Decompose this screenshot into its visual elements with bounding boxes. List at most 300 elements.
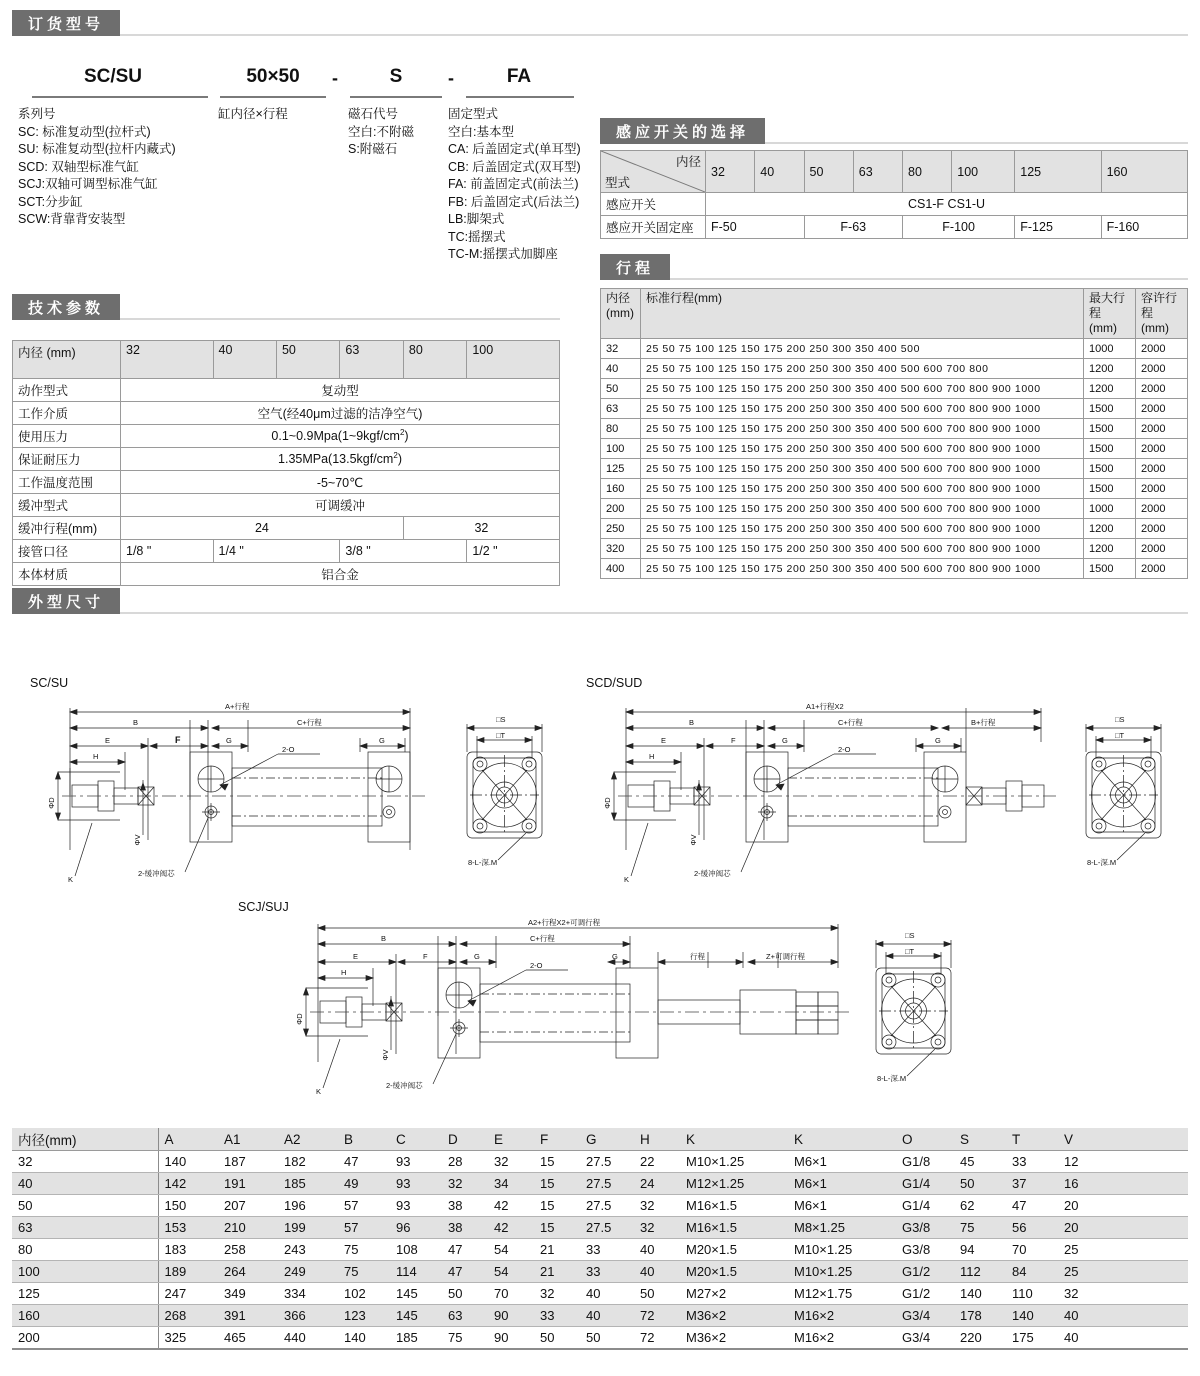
tech-row-value: $0.1\sim 0.9Mpa(1\sim 9kgf/cm^2)$ (121, 425, 560, 448)
dim-label-square-s: □S (496, 715, 506, 724)
dim-label-bolt: 8-L-深.M (1087, 858, 1117, 867)
table-row (601, 459, 1188, 479)
legend-mount-item-5: LB:脚架式 (448, 212, 505, 226)
dim-cell-v: 40 (1058, 1327, 1188, 1349)
stroke-bore: 250 (601, 519, 641, 539)
table-row (13, 517, 560, 540)
stroke-allow: 2000 (1136, 519, 1188, 539)
table-row (12, 1173, 1188, 1195)
legend-series-item-1: SU: 标准复动型(拉杆内藏式) (18, 142, 176, 156)
dim-cell-a1: 264 (218, 1261, 278, 1283)
stroke-max: 1500 (1084, 459, 1136, 479)
dim-label-a-stroke: A+行程 (225, 702, 250, 711)
stroke-standard: 25 50 75 100 125 150 175 200 250 300 350 400 500 600 700 800 (641, 359, 1084, 379)
dim-header-t: T (1006, 1128, 1058, 1151)
stroke-allow: 2000 (1136, 559, 1188, 579)
sensor-bracket-f125: F-125 (1015, 216, 1101, 239)
dim-label-stroke: 行程 (690, 952, 705, 961)
table-row (601, 216, 1188, 239)
stroke-max: 1500 (1084, 559, 1136, 579)
dim-cell-c: 93 (390, 1151, 442, 1173)
dim-cell-e: 70 (488, 1283, 534, 1305)
legend-bore-title: 缸内径×行程 (218, 107, 288, 121)
table-row (13, 540, 560, 563)
legend-series-item-0: SC: 标准复动型(拉杆式) (18, 124, 151, 139)
table-row (601, 499, 1188, 519)
dim-label-phi-d: ΦD (603, 797, 612, 809)
dim-cell-a1: 187 (218, 1151, 278, 1173)
dim-label-b: B (381, 934, 387, 943)
dim-cell-a: 140 (158, 1151, 218, 1173)
dim-cell-k1: M16×1.5 (680, 1195, 788, 1217)
dim-cell-a: 142 (158, 1173, 218, 1195)
dim-label-square-t: □T (496, 731, 506, 740)
dim-label-phi-v: ΦV (381, 1049, 390, 1061)
dim-label-k: K (316, 1087, 322, 1096)
dim-cell-a2: 182 (278, 1151, 338, 1173)
dim-cell-f: 21 (534, 1239, 580, 1261)
dim-cell-o: G1/4 (896, 1173, 954, 1195)
dim-label-e: E (353, 952, 359, 961)
tech-cushion-v1: 24 (121, 517, 404, 540)
dim-cell-h: 72 (634, 1305, 680, 1327)
stroke-standard: 25 50 75 100 125 150 175 200 250 300 350 400 500 600 700 800 900 1000 (641, 379, 1084, 399)
table-row (12, 1283, 1188, 1305)
dim-header-v: V (1058, 1128, 1188, 1151)
stroke-allow: 2000 (1136, 359, 1188, 379)
dim-cell-bore: 50 (12, 1195, 158, 1217)
code-dash-2: - (448, 68, 454, 88)
tech-bore-label: 内径 (mm) (13, 341, 121, 379)
tech-row-value: $1.35MPa(13.5kgf/cm^2)$ (121, 448, 560, 471)
dim-cell-t: 110 (1006, 1283, 1058, 1305)
stroke-allow: 2000 (1136, 459, 1188, 479)
dim-cell-k2: M6×1 (788, 1151, 896, 1173)
dim-cell-h: 32 (634, 1217, 680, 1239)
dim-cell-f: 33 (534, 1305, 580, 1327)
dim-cell-a1: 207 (218, 1195, 278, 1217)
table-row (13, 425, 560, 448)
tech-row-label: 保证耐压力 (13, 448, 121, 471)
stroke-bore: 320 (601, 539, 641, 559)
dim-cell-c: 114 (390, 1261, 442, 1283)
dim-cell-k2: M16×2 (788, 1305, 896, 1327)
dim-label-f: F (731, 736, 736, 745)
dim-cell-k1: M20×1.5 (680, 1239, 788, 1261)
dim-cell-k2: M6×1 (788, 1173, 896, 1195)
dim-label-z-adjust: Z+可调行程 (766, 952, 805, 961)
dim-cell-a: 268 (158, 1305, 218, 1327)
dim-cell-k2: M8×1.25 (788, 1217, 896, 1239)
tech-row-value: -5~70℃ (121, 471, 560, 494)
sensor-bracket-label: 感应开关固定座 (601, 216, 706, 239)
drawing-scd-sud (586, 690, 1186, 890)
stroke-header-standard: 标准行程(mm) (641, 289, 1084, 339)
tech-bore-50: 50 (276, 341, 339, 379)
code-underline-magnet (350, 96, 442, 98)
dim-label-g: G (782, 736, 788, 745)
stroke-header-allow-l2: (mm) (1141, 321, 1169, 335)
stroke-header-max-l2: (mm) (1089, 321, 1117, 335)
tech-material-value: 铝合金 (121, 563, 560, 586)
dim-header-b: B (338, 1128, 390, 1151)
dim-cell-f: 15 (534, 1217, 580, 1239)
stroke-table (600, 288, 1188, 579)
code-dash-1: - (332, 68, 338, 88)
dim-cell-a1: 349 (218, 1283, 278, 1305)
dim-cell-bore: 40 (12, 1173, 158, 1195)
tech-port-label: 接管口径 (13, 540, 121, 563)
dim-cell-g: 27.5 (580, 1217, 634, 1239)
dim-label-c-stroke: C+行程 (530, 934, 555, 943)
stroke-header-allow (1136, 289, 1188, 339)
tech-cushion-v2: 32 (403, 517, 559, 540)
legend-bore-stroke (218, 106, 288, 124)
drawing-title-scd-sud: SCD/SUD (586, 676, 643, 690)
dim-header-s: S (954, 1128, 1006, 1151)
table-row (13, 402, 560, 425)
dim-cell-a: 325 (158, 1327, 218, 1349)
table-row (12, 1261, 1188, 1283)
tech-material-label: 本体材质 (13, 563, 121, 586)
diagonal-header-cell (601, 151, 706, 193)
dim-cell-b: 49 (338, 1173, 390, 1195)
dim-cell-c: 93 (390, 1195, 442, 1217)
tech-row-label: 工作温度范围 (13, 471, 121, 494)
stroke-standard: 25 50 75 100 125 150 175 200 250 300 350 400 500 600 700 800 900 1000 (641, 499, 1084, 519)
legend-series-item-3: SCJ:双轴可调型标准气缸 (18, 177, 158, 191)
stroke-bore: 100 (601, 439, 641, 459)
legend-mount-title: 固定型式 (448, 107, 499, 121)
stroke-bore: 200 (601, 499, 641, 519)
dim-label-g2: G (612, 952, 618, 961)
dim-cell-e: 42 (488, 1217, 534, 1239)
stroke-bore: 80 (601, 419, 641, 439)
dim-cell-b: 57 (338, 1195, 390, 1217)
legend-mount-item-6: TC:摇摆式 (448, 229, 506, 244)
tech-row-label: 动作型式 (13, 379, 121, 402)
legend-magnet-item-1: S:附磁石 (348, 142, 398, 156)
dim-header-h: H (634, 1128, 680, 1151)
dim-cell-h: 22 (634, 1151, 680, 1173)
dim-label-k: K (624, 875, 630, 884)
dim-label-g2: G (379, 736, 385, 745)
dim-cell-c: 145 (390, 1283, 442, 1305)
legend-series-item-2: SCD: 双轴型标准气缸 (18, 159, 139, 174)
dim-cell-a: 189 (158, 1261, 218, 1283)
dim-header-c: C (390, 1128, 442, 1151)
section-title-dimensions: 外型尺寸 (12, 588, 120, 614)
dim-label-c-stroke: C+行程 (297, 718, 322, 727)
dim-cell-v: 20 (1058, 1217, 1188, 1239)
stroke-allow: 2000 (1136, 399, 1188, 419)
table-row (601, 559, 1188, 579)
tech-port-v1: 1/8 " (121, 540, 214, 563)
table-row (13, 379, 560, 402)
dim-cell-f: 15 (534, 1173, 580, 1195)
dim-cell-d: 32 (442, 1173, 488, 1195)
drawing-sc-su (30, 690, 550, 890)
dim-cell-t: 140 (1006, 1305, 1058, 1327)
dim-label-square-t: □T (1115, 731, 1125, 740)
legend-magnet-title: 磁石代号 (348, 107, 399, 121)
table-row (12, 1239, 1188, 1261)
dim-cell-s: 50 (954, 1173, 1006, 1195)
dim-cell-k2: M10×1.25 (788, 1261, 896, 1283)
stroke-standard: 25 50 75 100 125 150 175 200 250 300 350 400 500 600 700 800 900 1000 (641, 519, 1084, 539)
dim-label-cushion: 2-缓冲阀芯 (386, 1081, 423, 1090)
header-rule (765, 142, 1188, 144)
dim-label-f: F (423, 952, 428, 961)
stroke-bore: 32 (601, 339, 641, 359)
dim-cell-h: 40 (634, 1239, 680, 1261)
stroke-max: 1200 (1084, 539, 1136, 559)
table-row (601, 339, 1188, 359)
dim-cell-bore: 63 (12, 1217, 158, 1239)
tech-row-value: 空气(经40μm过滤的洁净空气) (121, 402, 560, 425)
tech-bore-80: 80 (403, 341, 466, 379)
dim-label-a1-stroke-x2: A1+行程X2 (806, 702, 844, 711)
sensor-bracket-f100: F-100 (903, 216, 1015, 239)
dim-cell-b: 140 (338, 1327, 390, 1349)
tech-bore-40: 40 (213, 341, 276, 379)
dim-cell-h: 24 (634, 1173, 680, 1195)
dim-label-f: F (175, 735, 181, 745)
dim-label-2-o: 2-O (838, 745, 851, 754)
dim-cell-e: 54 (488, 1239, 534, 1261)
tech-port-v3: 3/8 " (340, 540, 467, 563)
dim-cell-b: 47 (338, 1151, 390, 1173)
dim-cell-o: G1/4 (896, 1195, 954, 1217)
header-rule (120, 318, 560, 320)
dim-label-e: E (661, 736, 667, 745)
dim-cell-b: 75 (338, 1261, 390, 1283)
dim-label-b: B (133, 718, 139, 727)
dim-cell-t: 84 (1006, 1261, 1058, 1283)
dim-cell-s: 220 (954, 1327, 1006, 1349)
dim-cell-e: 42 (488, 1195, 534, 1217)
dim-cell-o: G1/2 (896, 1283, 954, 1305)
sensor-bracket-f160: F-160 (1101, 216, 1187, 239)
dim-cell-k1: M12×1.25 (680, 1173, 788, 1195)
dim-cell-o: G3/4 (896, 1305, 954, 1327)
header-rule (120, 612, 1188, 614)
sensor-bore-63: 63 (853, 151, 902, 193)
tech-bore-32: 32 (121, 341, 214, 379)
dim-cell-a2: 185 (278, 1173, 338, 1195)
dim-cell-t: 47 (1006, 1195, 1058, 1217)
dim-header-o: O (896, 1128, 954, 1151)
dim-cell-o: G3/8 (896, 1217, 954, 1239)
dim-cell-d: 38 (442, 1217, 488, 1239)
stroke-bore: 50 (601, 379, 641, 399)
dim-cell-e: 90 (488, 1327, 534, 1349)
dim-cell-t: 56 (1006, 1217, 1058, 1239)
stroke-max: 1200 (1084, 359, 1136, 379)
sensor-bore-125: 125 (1015, 151, 1101, 193)
dim-label-phi-d: ΦD (295, 1013, 304, 1025)
dim-cell-o: G3/8 (896, 1239, 954, 1261)
dim-cell-v: 40 (1058, 1305, 1188, 1327)
table-row (601, 539, 1188, 559)
stroke-standard: 25 50 75 100 125 150 175 200 250 300 350 400 500 600 700 800 900 1000 (641, 539, 1084, 559)
dim-cell-d: 75 (442, 1327, 488, 1349)
drawing-title-scj-suj: SCJ/SUJ (238, 900, 289, 914)
dim-cell-e: 54 (488, 1261, 534, 1283)
legend-mount-item-2: CB: 后盖固定式(双耳型) (448, 159, 581, 174)
legend-mount-item-3: FA: 前盖固定式(前法兰) (448, 177, 579, 191)
dim-label-bolt: 8-L-深.M (877, 1074, 907, 1083)
sensor-switch-value: CS1-F CS1-U (706, 193, 1188, 216)
table-row (601, 399, 1188, 419)
dim-cell-v: 20 (1058, 1195, 1188, 1217)
dim-label-a2-total: A2+行程X2+可调行程 (528, 918, 601, 927)
stroke-max: 1500 (1084, 419, 1136, 439)
dim-cell-c: 145 (390, 1305, 442, 1327)
code-underline-series (32, 96, 208, 98)
dimension-table (12, 1128, 1188, 1350)
sensor-bore-50: 50 (804, 151, 853, 193)
legend-magnet (348, 106, 414, 159)
table-row (601, 479, 1188, 499)
dim-label-b-stroke: B+行程 (971, 718, 996, 727)
dim-label-phi-v: ΦV (689, 834, 698, 846)
table-row (12, 1327, 1188, 1349)
dim-cell-c: 96 (390, 1217, 442, 1239)
tech-row-label: 使用压力 (13, 425, 121, 448)
dim-cell-d: 38 (442, 1195, 488, 1217)
stroke-allow: 2000 (1136, 479, 1188, 499)
legend-series-title: 系列号 (18, 107, 56, 121)
dim-cell-a2: 440 (278, 1327, 338, 1349)
dim-label-k: K (68, 875, 74, 884)
dim-cell-f: 50 (534, 1327, 580, 1349)
stroke-max: 1200 (1084, 519, 1136, 539)
dim-cell-d: 47 (442, 1261, 488, 1283)
stroke-header-bore-l1: 内径 (606, 291, 631, 305)
dim-header-k2: K (788, 1128, 896, 1151)
dim-cell-s: 45 (954, 1151, 1006, 1173)
dim-cell-b: 57 (338, 1217, 390, 1239)
dim-cell-a: 153 (158, 1217, 218, 1239)
stroke-allow: 2000 (1136, 379, 1188, 399)
dim-cell-g: 40 (580, 1305, 634, 1327)
dim-cell-a2: 249 (278, 1261, 338, 1283)
stroke-allow: 2000 (1136, 499, 1188, 519)
dim-cell-bore: 125 (12, 1283, 158, 1305)
legend-mount (448, 106, 581, 264)
table-row (13, 471, 560, 494)
sensor-bracket-f50: F-50 (706, 216, 805, 239)
stroke-bore: 40 (601, 359, 641, 379)
dim-cell-g: 27.5 (580, 1195, 634, 1217)
dim-cell-k2: M6×1 (788, 1195, 896, 1217)
dim-cell-a1: 258 (218, 1239, 278, 1261)
dim-label-e: E (105, 736, 111, 745)
stroke-max: 1500 (1084, 439, 1136, 459)
dim-cell-g: 33 (580, 1239, 634, 1261)
dim-cell-v: 32 (1058, 1283, 1188, 1305)
stroke-bore: 400 (601, 559, 641, 579)
stroke-standard: 25 50 75 100 125 150 175 200 250 300 350 400 500 600 700 800 900 1000 (641, 479, 1084, 499)
stroke-header-max (1084, 289, 1136, 339)
dim-label-b: B (689, 718, 695, 727)
code-mount: FA (506, 66, 532, 87)
order-code-row (18, 62, 578, 106)
dim-cell-c: 108 (390, 1239, 442, 1261)
dim-header-e: E (488, 1128, 534, 1151)
legend-mount-item-7: TC-M:摇摆式加脚座 (448, 247, 558, 261)
stroke-max: 1000 (1084, 499, 1136, 519)
legend-magnet-item-0: 空白:不附磁 (348, 124, 414, 139)
section-header-order-code (12, 10, 1188, 36)
sensor-switch-label: 感应开关 (601, 193, 706, 216)
sensor-corner-bore: 内径 (675, 155, 701, 169)
dim-cell-h: 40 (634, 1261, 680, 1283)
dim-cell-g: 27.5 (580, 1173, 634, 1195)
dim-cell-b: 123 (338, 1305, 390, 1327)
sensor-corner-type: 型式 (605, 176, 631, 190)
section-title-stroke: 行程 (600, 254, 670, 280)
stroke-standard: 25 50 75 100 125 150 175 200 250 300 350 400 500 600 700 800 900 1000 (641, 419, 1084, 439)
dim-cell-s: 75 (954, 1217, 1006, 1239)
dim-cell-k1: M36×2 (680, 1305, 788, 1327)
dim-cell-d: 50 (442, 1283, 488, 1305)
legend-mount-item-0: 空白:基本型 (448, 124, 514, 139)
tech-bore-63: 63 (340, 341, 403, 379)
code-magnet: S (389, 66, 403, 87)
dim-label-square-s: □S (905, 931, 915, 940)
dim-cell-b: 75 (338, 1239, 390, 1261)
dim-cell-t: 33 (1006, 1151, 1058, 1173)
dim-cell-e: 34 (488, 1173, 534, 1195)
dim-label-h: H (649, 752, 655, 761)
table-row (601, 193, 1188, 216)
dim-label-cushion: 2-缓冲阀芯 (138, 869, 175, 878)
dim-cell-v: 12 (1058, 1151, 1188, 1173)
dim-header-a2: A2 (278, 1128, 338, 1151)
dim-header-k1: K (680, 1128, 788, 1151)
dim-cell-f: 32 (534, 1283, 580, 1305)
stroke-standard: 25 50 75 100 125 150 175 200 250 300 350 400 500 600 700 800 900 1000 (641, 559, 1084, 579)
section-title-sensor-switch: 感应开关的选择 (600, 118, 765, 144)
dim-cell-d: 47 (442, 1239, 488, 1261)
dim-cell-s: 140 (954, 1283, 1006, 1305)
dim-label-g2: G (935, 736, 941, 745)
tech-bore-100: 100 (467, 341, 560, 379)
dim-cell-k1: M10×1.25 (680, 1151, 788, 1173)
header-rule (120, 34, 1188, 36)
stroke-standard: 25 50 75 100 125 150 175 200 250 300 350 400 500 (641, 339, 1084, 359)
dim-cell-f: 21 (534, 1261, 580, 1283)
dim-header-d: D (442, 1128, 488, 1151)
dim-cell-a: 183 (158, 1239, 218, 1261)
dim-cell-d: 63 (442, 1305, 488, 1327)
dim-cell-a2: 199 (278, 1217, 338, 1239)
dim-label-square-s: □S (1115, 715, 1125, 724)
table-row (13, 448, 560, 471)
dim-label-phi-d: ΦD (47, 797, 56, 809)
legend-mount-item-1: CA: 后盖固定式(单耳型) (448, 142, 581, 156)
stroke-allow: 2000 (1136, 439, 1188, 459)
dim-cell-g: 27.5 (580, 1151, 634, 1173)
stroke-standard: 25 50 75 100 125 150 175 200 250 300 350 400 500 600 700 800 900 1000 (641, 459, 1084, 479)
stroke-max: 1000 (1084, 339, 1136, 359)
dim-cell-v: 25 (1058, 1261, 1188, 1283)
sensor-bore-40: 40 (755, 151, 804, 193)
dim-header-a1: A1 (218, 1128, 278, 1151)
dim-label-c-stroke: C+行程 (838, 718, 863, 727)
